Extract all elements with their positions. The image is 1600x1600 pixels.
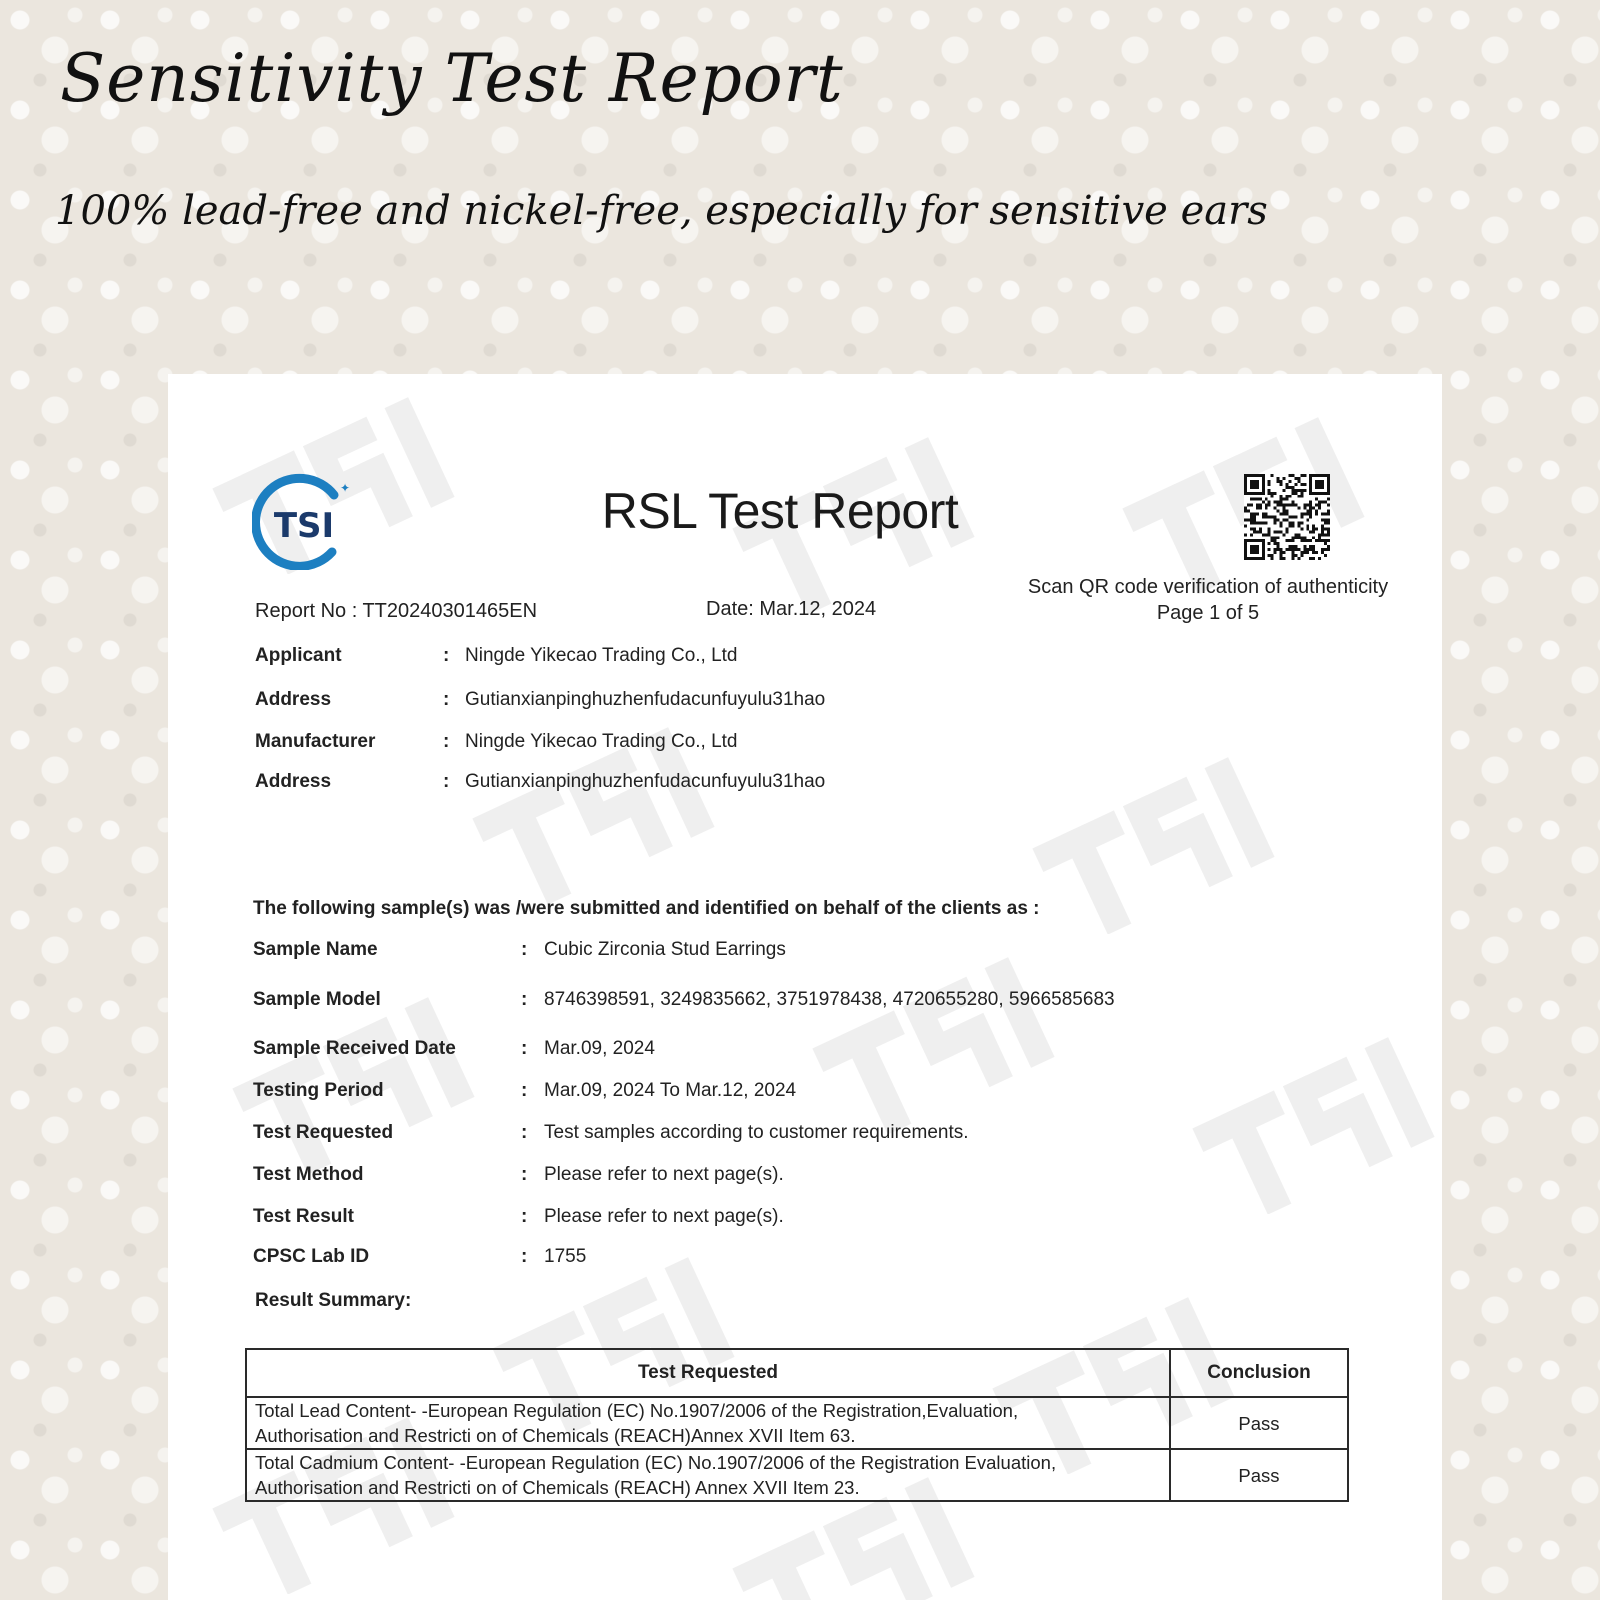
table-header-row (246, 1349, 1348, 1397)
separator: : (521, 1246, 528, 1267)
separator: : (521, 1164, 528, 1185)
sample-model-label: Sample Model (253, 989, 381, 1010)
logo-text: TSI (273, 506, 335, 546)
table-row (246, 1449, 1348, 1501)
received-date-value: Mar.09, 2024 (544, 1038, 655, 1059)
separator: : (443, 689, 450, 710)
separator: : (443, 771, 450, 792)
report-date: Date: Mar.12, 2024 (706, 598, 877, 620)
column-header-conclusion: Conclusion (1170, 1349, 1348, 1397)
test-result-label: Test Result (253, 1206, 355, 1227)
result-summary-label: Result Summary: (255, 1290, 412, 1311)
cpsc-lab-id-label: CPSC Lab ID (253, 1246, 370, 1267)
applicant-address-label: Address (255, 689, 332, 710)
test-description-line: Authorisation and Restricti on of Chemicals (REACH)Annex XVII Item 63. (255, 1425, 856, 1446)
manufacturer-address-value: Gutianxianpinghuzhenfudacunfuyulu31hao (465, 771, 826, 792)
applicant-value: Ningde Yikecao Trading Co., Ltd (465, 645, 738, 666)
separator: : (521, 1122, 528, 1143)
report-sheet (168, 374, 1442, 1600)
column-header-test-requested: Test Requested (246, 1349, 1170, 1397)
separator: : (521, 1080, 528, 1101)
banner-subtitle: 100% lead-free and nickel-free, especially for sensitive ears (55, 188, 1268, 234)
separator: : (521, 1206, 528, 1227)
separator: : (521, 939, 528, 960)
report-title: RSL Test Report (601, 483, 959, 539)
testing-period-label: Testing Period (253, 1080, 384, 1101)
manufacturer-address-label: Address (255, 771, 332, 792)
sample-name-label: Sample Name (253, 939, 378, 960)
test-requested-value: Test samples according to customer requirements. (544, 1122, 969, 1143)
applicant-label: Applicant (255, 645, 342, 666)
test-method-value: Please refer to next page(s). (544, 1164, 784, 1185)
separator: : (521, 1038, 528, 1059)
result-summary-table (245, 1348, 1349, 1502)
separator: : (521, 989, 528, 1010)
conclusion-cell: Pass (1170, 1397, 1348, 1449)
watermark-icon (1188, 1014, 1442, 1214)
watermark-icon (808, 934, 1068, 1134)
page-indicator: Page 1 of 5 (1156, 602, 1260, 624)
sample-name-value: Cubic Zirconia Stud Earrings (544, 939, 786, 960)
qr-caption: Scan QR code verification of authenticity (1027, 576, 1389, 598)
manufacturer-value: Ningde Yikecao Trading Co., Ltd (465, 731, 738, 752)
qr-code-icon (1244, 474, 1330, 560)
testing-period-value: Mar.09, 2024 To Mar.12, 2024 (544, 1080, 797, 1101)
conclusion-cell: Pass (1170, 1449, 1348, 1501)
test-description-line: Total Lead Content- -European Regulation (EC) No.1907/2006 of the Registration,Evaluation, (255, 1400, 1019, 1421)
manufacturer-label: Manufacturer (255, 731, 376, 752)
watermark-icon (1028, 734, 1288, 934)
table-row (246, 1397, 1348, 1449)
separator: : (443, 731, 450, 752)
test-result-value: Please refer to next page(s). (544, 1206, 784, 1227)
test-description-line: Authorisation and Restricti on of Chemicals (REACH) Annex XVII Item 23. (255, 1477, 860, 1498)
cpsc-lab-id-value: 1755 (544, 1246, 587, 1267)
test-description-line: Total Cadmium Content- -European Regulation (EC) No.1907/2006 of the Registration Evaluation, (255, 1452, 1057, 1473)
received-date-label: Sample Received Date (253, 1038, 456, 1059)
report-number: Report No : TT20240301465EN (255, 600, 538, 622)
banner-title: Sensitivity Test Report (60, 40, 844, 117)
logo-star-icon: ✦ (340, 481, 351, 495)
sample-model-value: 8746398591, 3249835662, 3751978438, 4720655280, 5966585683 (544, 989, 1115, 1010)
test-requested-label: Test Requested (253, 1122, 394, 1143)
test-description-cell (246, 1449, 1170, 1501)
test-method-label: Test Method (253, 1164, 364, 1185)
applicant-address-value: Gutianxianpinghuzhenfudacunfuyulu31hao (465, 689, 826, 710)
test-description-cell (246, 1397, 1170, 1449)
sample-intro: The following sample(s) was /were submitted and identified on behalf of the clients as : (253, 898, 1040, 919)
separator: : (443, 645, 450, 666)
